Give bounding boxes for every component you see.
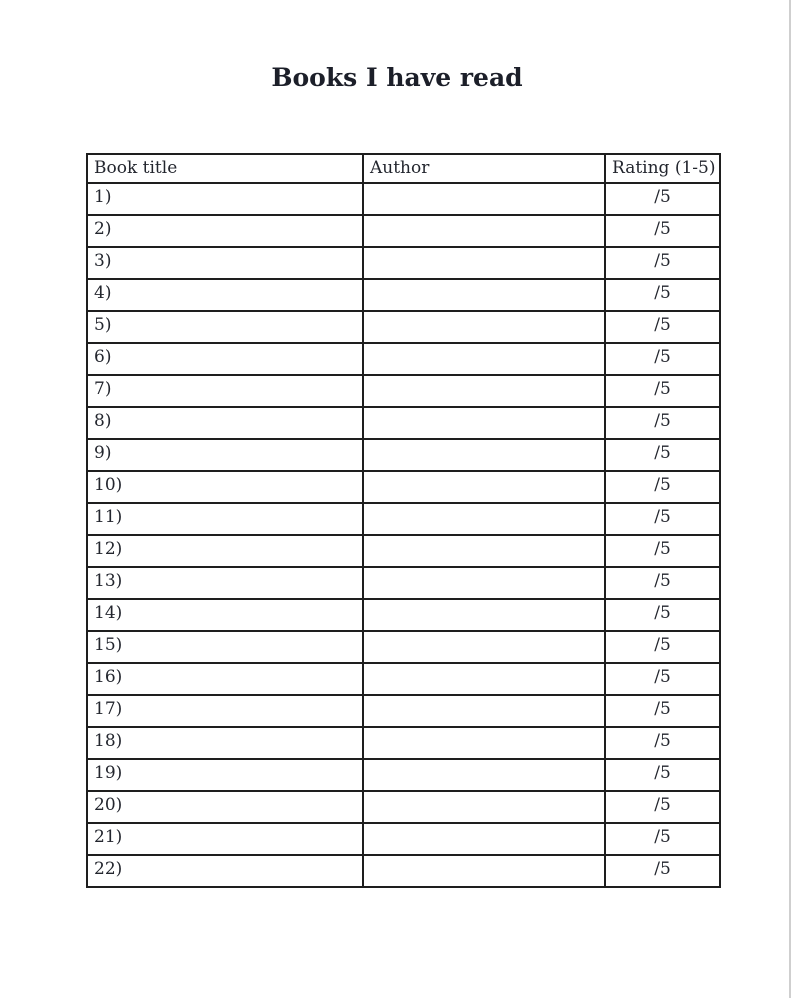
table-row — [87, 343, 720, 375]
rating-cell: /5 — [605, 695, 720, 727]
author-cell — [363, 375, 605, 407]
table-row — [87, 375, 720, 407]
book-title-cell: 20) — [87, 791, 363, 823]
book-title-cell: 10) — [87, 471, 363, 503]
book-title-cell: 8) — [87, 407, 363, 439]
book-title-cell: 9) — [87, 439, 363, 471]
rating-cell: /5 — [605, 567, 720, 599]
table-row — [87, 471, 720, 503]
author-cell — [363, 535, 605, 567]
author-cell — [363, 215, 605, 247]
column-header-book-title: Book title — [87, 154, 363, 183]
rating-cell: /5 — [605, 631, 720, 663]
rating-cell: /5 — [605, 247, 720, 279]
book-title-cell: 14) — [87, 599, 363, 631]
rating-cell: /5 — [605, 823, 720, 855]
header-row — [87, 154, 720, 183]
books-table — [86, 153, 721, 888]
author-cell — [363, 439, 605, 471]
book-title-cell: 1) — [87, 183, 363, 215]
table-row — [87, 631, 720, 663]
table-row — [87, 279, 720, 311]
author-cell — [363, 823, 605, 855]
rating-cell: /5 — [605, 183, 720, 215]
rating-cell: /5 — [605, 311, 720, 343]
table-row — [87, 695, 720, 727]
rating-cell: /5 — [605, 759, 720, 791]
rating-cell: /5 — [605, 535, 720, 567]
rating-cell: /5 — [605, 599, 720, 631]
rating-cell: /5 — [605, 215, 720, 247]
column-header-rating: Rating (1-5) — [605, 154, 720, 183]
rating-cell: /5 — [605, 343, 720, 375]
table-row — [87, 599, 720, 631]
book-title-cell: 22) — [87, 855, 363, 887]
book-title-cell: 19) — [87, 759, 363, 791]
rating-cell: /5 — [605, 439, 720, 471]
table-row — [87, 215, 720, 247]
book-title-cell: 21) — [87, 823, 363, 855]
column-header-author: Author — [363, 154, 605, 183]
table-row — [87, 663, 720, 695]
author-cell — [363, 471, 605, 503]
rating-cell: /5 — [605, 727, 720, 759]
book-title-cell: 5) — [87, 311, 363, 343]
table-row — [87, 791, 720, 823]
author-cell — [363, 599, 605, 631]
table-row — [87, 439, 720, 471]
author-cell — [363, 247, 605, 279]
author-cell — [363, 727, 605, 759]
table-row — [87, 311, 720, 343]
author-cell — [363, 791, 605, 823]
author-cell — [363, 695, 605, 727]
rating-cell: /5 — [605, 407, 720, 439]
books-table-header — [87, 154, 720, 183]
author-cell — [363, 407, 605, 439]
author-cell — [363, 503, 605, 535]
table-row — [87, 535, 720, 567]
table-row — [87, 855, 720, 887]
author-cell — [363, 183, 605, 215]
table-row — [87, 407, 720, 439]
book-title-cell: 11) — [87, 503, 363, 535]
book-title-cell: 16) — [87, 663, 363, 695]
book-title-cell: 18) — [87, 727, 363, 759]
table-row — [87, 503, 720, 535]
book-title-cell: 2) — [87, 215, 363, 247]
author-cell — [363, 663, 605, 695]
author-cell — [363, 631, 605, 663]
table-row — [87, 727, 720, 759]
author-cell — [363, 855, 605, 887]
book-title-cell: 13) — [87, 567, 363, 599]
author-cell — [363, 759, 605, 791]
books-table-body — [87, 183, 720, 887]
rating-cell: /5 — [605, 663, 720, 695]
author-cell — [363, 279, 605, 311]
author-cell — [363, 311, 605, 343]
rating-cell: /5 — [605, 279, 720, 311]
table-row — [87, 567, 720, 599]
page-edge-line — [789, 0, 791, 998]
book-title-cell: 12) — [87, 535, 363, 567]
book-title-cell: 17) — [87, 695, 363, 727]
book-title-cell: 15) — [87, 631, 363, 663]
book-title-cell: 7) — [87, 375, 363, 407]
rating-cell: /5 — [605, 471, 720, 503]
rating-cell: /5 — [605, 791, 720, 823]
book-title-cell: 3) — [87, 247, 363, 279]
table-row — [87, 823, 720, 855]
book-title-cell: 4) — [87, 279, 363, 311]
author-cell — [363, 567, 605, 599]
book-title-cell: 6) — [87, 343, 363, 375]
rating-cell: /5 — [605, 503, 720, 535]
table-row — [87, 759, 720, 791]
table-row — [87, 247, 720, 279]
table-row — [87, 183, 720, 215]
rating-cell: /5 — [605, 375, 720, 407]
page-title: Books I have read — [271, 63, 523, 92]
author-cell — [363, 343, 605, 375]
rating-cell: /5 — [605, 855, 720, 887]
